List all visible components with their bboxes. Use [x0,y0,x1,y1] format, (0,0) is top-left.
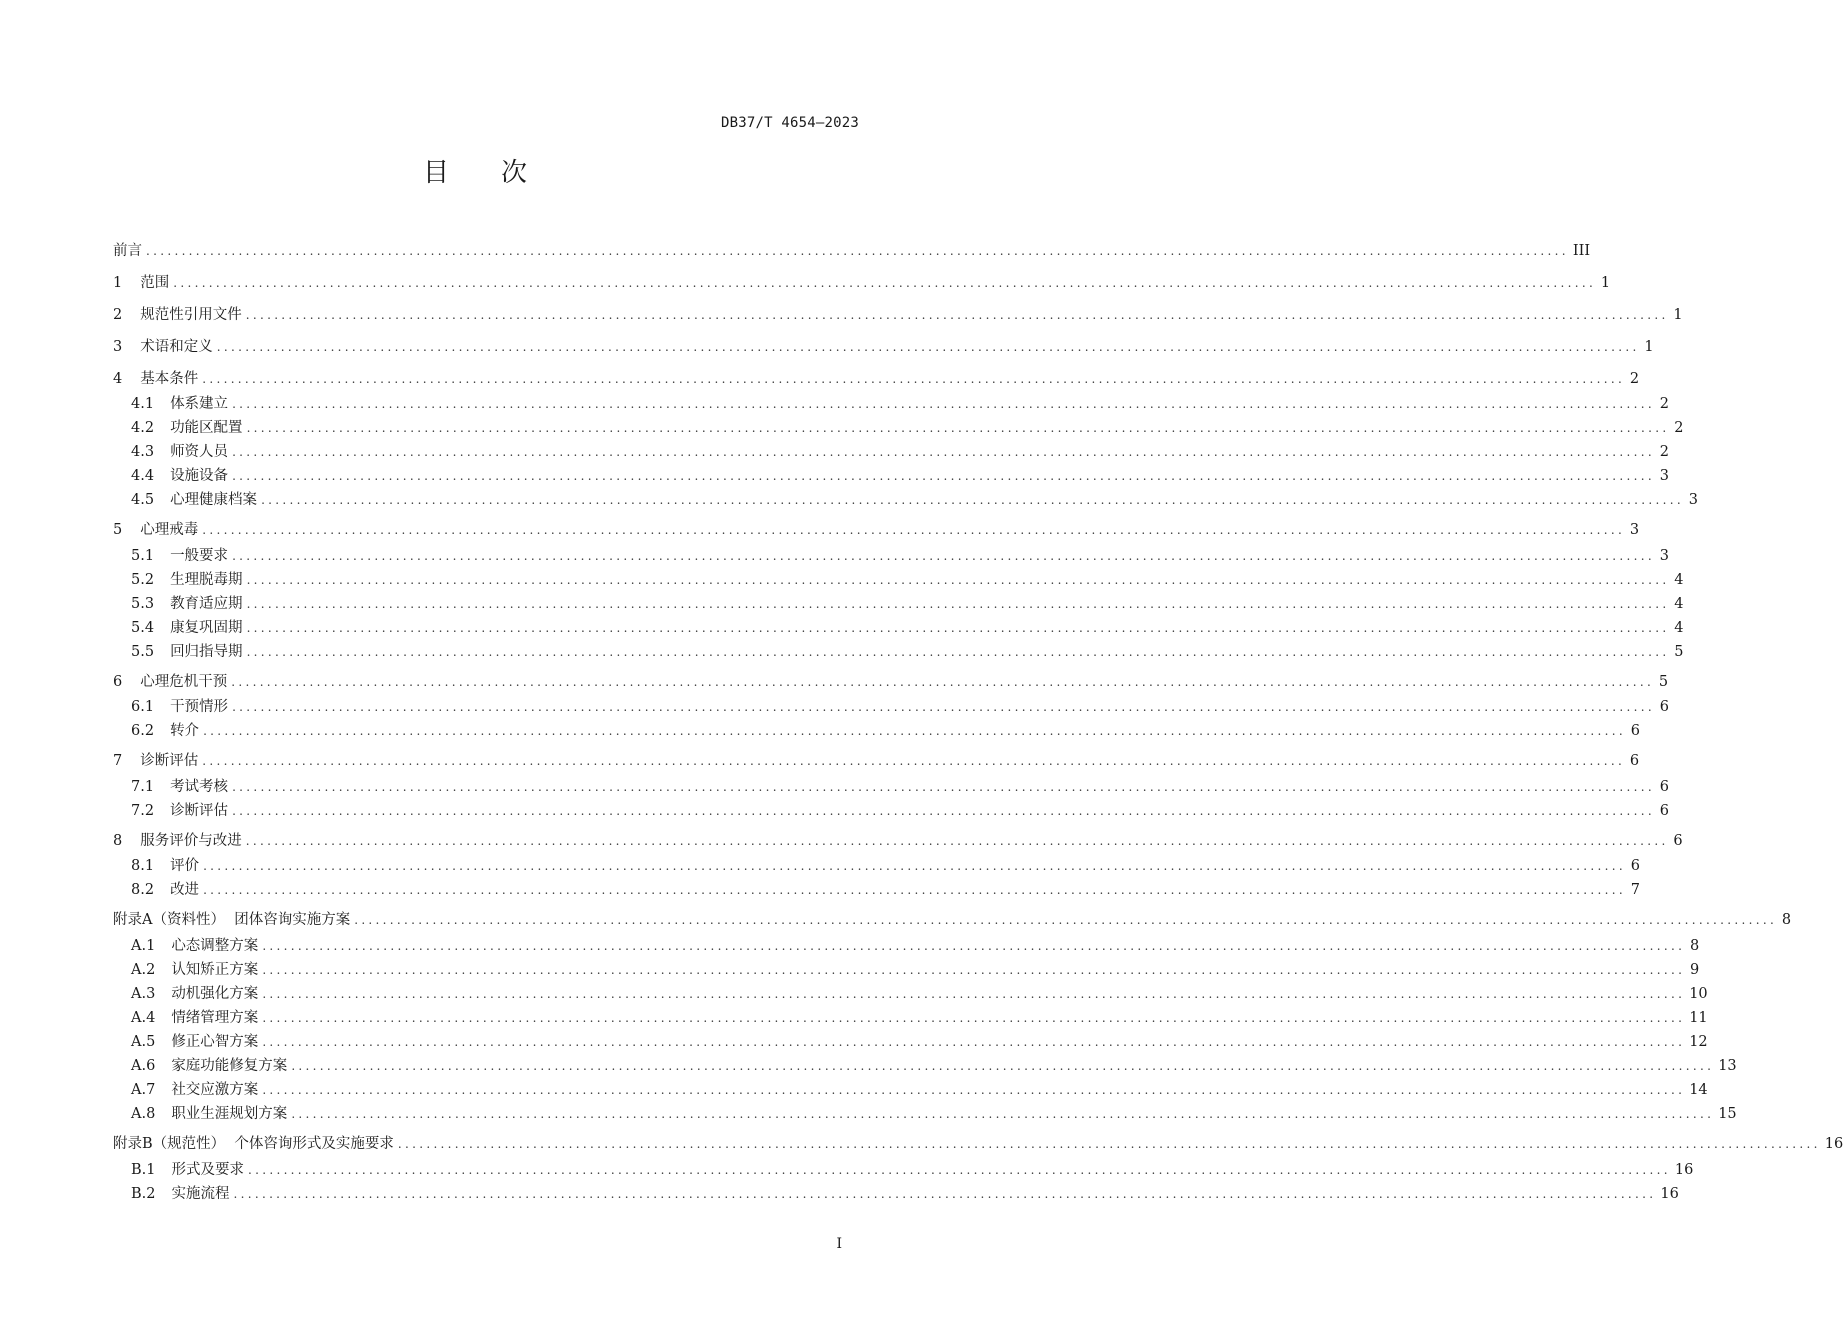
toc-entry-number: 6.2 [131,723,155,739]
toc-entry-title: 诊断评估 [140,753,199,769]
toc-entry-title: 心理危机干预 [140,674,228,690]
toc-entry-number: 5 [113,522,123,538]
toc-entry-page: 6 [1659,803,1669,819]
toc-entry[interactable] [113,831,1683,851]
toc-dot-leader: ........................................................................................................................................................................................................ [146,244,1569,258]
toc-entry-page: 14 [1689,1082,1708,1098]
toc-entry-page: 6 [1659,779,1669,795]
toc-entry-page: 6 [1673,833,1683,849]
toc-dot-leader: ........................................................................................................................................................................................................ [216,340,1640,354]
toc-entry-title: 功能区配置 [170,420,243,436]
toc-entry-number: 1 [113,275,123,291]
toc-entry-title: 教育适应期 [170,596,243,612]
toc-dot-leader: ........................................................................................................................................................................................................ [233,1187,1657,1201]
toc-entry-page: 7 [1630,882,1640,898]
toc-entry-number: 2 [113,307,123,323]
toc-entry[interactable] [131,1104,1737,1124]
toc-entry-page: 2 [1674,420,1684,436]
toc-entry-title: 实施流程 [171,1186,230,1202]
toc-entry-number: A.7 [131,1082,156,1098]
toc-entry[interactable] [113,1134,1843,1154]
title-char-1: 目 [422,158,449,188]
toc-entry-page: 3 [1659,548,1669,564]
toc-dot-leader: ........................................................................................................................................................................................................ [232,445,1655,459]
toc-entry-title: 师资人员 [170,444,229,460]
toc-dot-leader: ........................................................................................................................................................................................................ [203,883,1626,897]
toc-entry-page: 8 [1689,938,1700,954]
toc-entry-title: 心理健康档案 [170,492,258,508]
toc-dot-leader: ........................................................................................................................................................................................................ [202,754,1626,768]
toc-entry-title: 范围 [140,275,170,291]
toc-dot-leader: ........................................................................................................................................................................................................ [262,939,1686,953]
toc-entry[interactable] [131,1008,1708,1028]
toc-dot-leader: ........................................................................................................................................................................................................ [246,573,1670,587]
toc-entry-page: 1 [1673,307,1683,323]
toc-entry-title: 情绪管理方案 [171,1010,259,1026]
toc-entry[interactable] [113,273,1611,293]
toc-dot-leader: ........................................................................................................................................................................................................ [291,1059,1715,1073]
toc-entry-number: B.1 [131,1162,156,1178]
toc-entry[interactable] [113,672,1669,692]
toc-entry-title: 心理戒毒 [140,522,199,538]
toc-dot-leader: ........................................................................................................................................................................................................ [248,1163,1671,1177]
toc-entry-number: 8 [113,833,123,849]
toc-entry-title: 附录B（规范性） 个体咨询形式及实施要求 [113,1136,394,1152]
toc-entry-number: A.3 [131,986,156,1002]
toc-entry-page: 6 [1629,753,1640,769]
toc-entry-page: 8 [1781,912,1792,928]
toc-entry[interactable] [131,594,1684,614]
toc-entry-title: 转介 [170,723,200,739]
toc-entry[interactable] [113,520,1640,540]
toc-entry-page: 9 [1689,962,1700,978]
toc-entry-title: 干预情形 [170,699,229,715]
toc-entry[interactable] [131,1032,1708,1052]
toc-entry-title: 术语和定义 [140,339,213,355]
toc-entry[interactable] [113,241,1591,261]
toc-entry[interactable] [131,394,1669,414]
toc-dot-leader: ........................................................................................................................................................................................................ [246,621,1670,635]
toc-dot-leader: ........................................................................................................................................................................................................ [232,397,1655,411]
toc-entry-number: 7.1 [131,779,155,795]
toc-entry-number: 5.1 [131,548,155,564]
toc-entry-number: 4.3 [131,444,155,460]
page-title [0,152,950,189]
toc-entry-number: 7 [113,753,123,769]
toc-entry-page: 6 [1630,723,1640,739]
toc-entry-title: 认知矫正方案 [171,962,259,978]
toc-dot-leader: ........................................................................................................................................................................................................ [203,859,1626,873]
toc-dot-leader: ........................................................................................................................................................................................................ [354,913,1778,927]
toc-dot-leader: ........................................................................................................................................................................................................ [245,834,1669,848]
toc-entry[interactable] [113,369,1640,389]
toc-dot-leader: ........................................................................................................................................................................................................ [231,675,1655,689]
toc-entry-title: 考试考核 [170,779,229,795]
toc-entry[interactable] [131,642,1684,662]
toc-entry-page: 2 [1629,371,1640,387]
toc-entry-number: 4.1 [131,396,155,412]
toc-dot-leader: ........................................................................................................................................................................................................ [262,1083,1686,1097]
toc-entry[interactable] [131,984,1708,1004]
toc-entry-number: 8.2 [131,882,155,898]
toc-entry-page: 3 [1629,522,1640,538]
toc-entry-page: 10 [1689,986,1708,1002]
toc-entry-page: 1 [1644,339,1654,355]
toc-entry-number: A.5 [131,1034,156,1050]
toc-entry[interactable] [131,1184,1679,1204]
toc-dot-leader: ........................................................................................................................................................................................................ [245,308,1669,322]
toc-dot-leader: ........................................................................................................................................................................................................ [291,1107,1715,1121]
toc-dot-leader: ........................................................................................................................................................................................................ [202,372,1626,386]
toc-entry-title: 附录A（资料性） 团体咨询实施方案 [113,912,351,928]
toc-dot-leader: ........................................................................................................................................................................................................ [262,1011,1686,1025]
toc-dot-leader: ........................................................................................................................................................................................................ [397,1137,1821,1151]
toc-entry[interactable] [131,490,1698,510]
document-code: DB37/T 4654—2023 [720,115,859,131]
toc-entry-title: 诊断评估 [170,803,229,819]
toc-dot-leader: ........................................................................................................................................................................................................ [232,549,1655,563]
toc-entry[interactable] [131,777,1669,797]
toc-entry-page: 15 [1718,1106,1737,1122]
toc-entry-title: 基本条件 [140,371,199,387]
toc-entry-page: 16 [1674,1162,1694,1178]
toc-entry[interactable] [131,721,1640,741]
toc-entry-number: A.8 [131,1106,156,1122]
toc-entry-page: 3 [1688,492,1698,508]
toc-entry-number: B.2 [131,1186,156,1202]
toc-entry[interactable] [113,751,1640,771]
toc-entry-number: 8.1 [131,858,155,874]
toc-entry-page: III [1572,243,1591,259]
toc-entry[interactable] [131,960,1700,980]
toc-entry-number: A.6 [131,1058,156,1074]
toc-entry[interactable] [131,880,1640,900]
toc-entry-number: 5.2 [131,572,155,588]
toc-entry-number: 3 [113,339,123,355]
toc-entry-page: 2 [1659,396,1669,412]
toc-entry[interactable] [131,1080,1708,1100]
toc-entry-title: 服务评价与改进 [140,833,242,849]
toc-entry-page: 6 [1630,858,1640,874]
toc-entry[interactable] [131,856,1640,876]
toc-entry[interactable] [131,801,1669,821]
toc-entry-page: 4 [1674,620,1684,636]
toc-entry-page: 11 [1689,1010,1708,1026]
title-char-2: 次 [501,158,528,188]
toc-entry-title: 形式及要求 [171,1162,244,1178]
toc-entry-number: A.4 [131,1010,156,1026]
toc-dot-leader: ........................................................................................................................................................................................................ [246,597,1670,611]
toc-entry-page: 5 [1658,674,1669,690]
toc-dot-leader: ........................................................................................................................................................................................................ [232,700,1655,714]
toc-entry[interactable] [113,910,1792,930]
toc-entry-page: 13 [1718,1058,1737,1074]
toc-entry[interactable] [131,697,1669,717]
toc-entry-title: 评价 [170,858,200,874]
toc-entry-title: 生理脱毒期 [170,572,243,588]
toc-entry[interactable] [131,418,1684,438]
toc-entry-page: 2 [1659,444,1669,460]
toc-entry-title: 规范性引用文件 [140,307,242,323]
toc-entry-number: 6.1 [131,699,155,715]
toc-entry-page: 4 [1674,572,1684,588]
toc-dot-leader: ........................................................................................................................................................................................................ [232,804,1655,818]
toc-entry-number: A.1 [131,938,156,954]
toc-entry-number: 7.2 [131,803,155,819]
toc-dot-leader: ........................................................................................................................................................................................................ [232,469,1655,483]
toc-entry-page: 4 [1674,596,1684,612]
toc-entry-page: 16 [1660,1186,1679,1202]
toc-entry-title: 社交应激方案 [171,1082,259,1098]
toc-entry-page: 12 [1689,1034,1708,1050]
toc-entry-page: 16 [1824,1136,1843,1152]
toc-dot-leader: ........................................................................................................................................................................................................ [262,963,1686,977]
toc-entry-number: 4.2 [131,420,155,436]
toc-entry[interactable] [131,936,1700,956]
toc-entry[interactable] [131,466,1669,486]
toc-entry-number: 6 [113,674,123,690]
toc-entry-title: 职业生涯规划方案 [171,1106,288,1122]
toc-entry-number: 4.5 [131,492,155,508]
toc-entry-title: 一般要求 [170,548,229,564]
toc-dot-leader: ........................................................................................................................................................................................................ [203,724,1626,738]
toc-entry-number: 5.5 [131,644,155,660]
toc-dot-leader: ........................................................................................................................................................................................................ [246,645,1670,659]
toc-entry[interactable] [131,570,1684,590]
toc-entry-title: 康复巩固期 [170,620,243,636]
toc-dot-leader: ........................................................................................................................................................................................................ [232,780,1655,794]
toc-entry-number: 5.4 [131,620,155,636]
toc-entry[interactable] [131,546,1669,566]
toc-entry-number: 4 [113,371,123,387]
toc-entry-title: 设施设备 [170,468,229,484]
toc-dot-leader: ........................................................................................................................................................................................................ [246,421,1670,435]
toc-entry-page: 3 [1659,468,1669,484]
toc-entry-title: 家庭功能修复方案 [171,1058,288,1074]
toc-entry-title: 心态调整方案 [171,938,259,954]
toc-entry-number: 4.4 [131,468,155,484]
toc-dot-leader: ........................................................................................................................................................................................................ [261,493,1684,507]
toc-entry-title: 前言 [113,243,142,259]
toc-entry-title: 体系建立 [170,396,229,412]
toc-entry-page: 5 [1674,644,1684,660]
toc-entry-title: 回归指导期 [170,644,243,660]
toc-entry-title: 修正心智方案 [171,1034,259,1050]
page-number: I [836,1236,842,1252]
toc-entry-page: 6 [1659,699,1669,715]
toc-entry[interactable] [113,337,1654,357]
toc-dot-leader: ........................................................................................................................................................................................................ [262,1035,1686,1049]
toc-entry-title: 动机强化方案 [171,986,259,1002]
toc-entry-number: 5.3 [131,596,155,612]
toc-entry[interactable] [113,305,1683,325]
toc-entry[interactable] [131,1160,1694,1180]
toc-entry[interactable] [131,1056,1737,1076]
toc-dot-leader: ........................................................................................................................................................................................................ [173,276,1597,290]
toc-entry[interactable] [131,618,1684,638]
toc-dot-leader: ........................................................................................................................................................................................................ [202,523,1626,537]
toc-entry-page: 1 [1600,275,1611,291]
toc-entry[interactable] [131,442,1669,462]
toc-entry-number: A.2 [131,962,156,978]
toc-entry-title: 改进 [170,882,200,898]
toc-dot-leader: ........................................................................................................................................................................................................ [262,987,1686,1001]
